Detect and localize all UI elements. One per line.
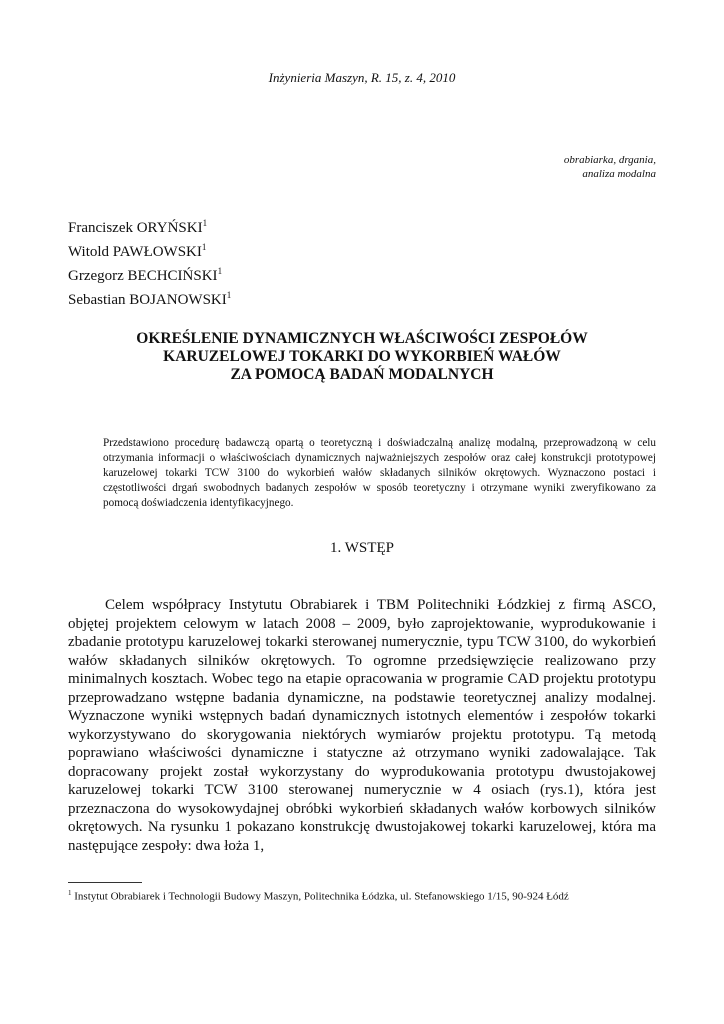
footnote-mark: 1 (68, 889, 72, 897)
author: Witold PAWŁOWSKI$^1$ (68, 242, 207, 260)
author: Franciszek ORYŃSKI$^1$ (68, 218, 208, 236)
author-list (68, 214, 231, 310)
author: Grzegorz BECHCIŃSKI$^1$ (68, 266, 223, 284)
journal-header: Inżynieria Maszyn, R. 15, z. 4, 2010 (268, 70, 456, 85)
title-line-2: KARUZELOWEJ TOKARKI DO WYKORBIEŃ WAŁÓW (163, 348, 561, 365)
section-heading: 1. WSTĘP (330, 540, 394, 556)
title-line-1: OKREŚLENIE DYNAMICZNYCH WŁAŚCIWOŚCI ZESPOŁÓW (136, 330, 588, 347)
footnote-text: Instytut Obrabiarek i Technologii Budowy Maszyn, Politechnika Łódzka, ul. Stefanowskiego 1/15, 90-924 Łódź (74, 890, 569, 903)
keywords-line-2: analiza modalna (582, 168, 656, 180)
author: Sebastian BOJANOWSKI$^1$ (68, 290, 232, 308)
footnote (68, 889, 569, 903)
title-line-3: ZA POMOCĄ BADAŃ MODALNYCH (230, 366, 494, 383)
footnote-divider (68, 882, 142, 883)
abstract: Przedstawiono procedurę badawczą opartą o teoretyczną i doświadczalną analizę modalną, przeprowadzoną w celu otrzymania informacji o właściwościach dynamicznych najważniejszych zespołów oraz całej konstrukcji prototypowej karuzelowej tokarki TCW 3100 do wykorbień wałów składanych silników okrętowych. Wyznaczono postaci i częstotliwości drgań swobodnych badanych zespołów w sposób teoretyczny i otrzymane wyniki zweryfikowano za pomocą doświadczenia identyfikacyjnego. (103, 437, 656, 509)
keywords (564, 153, 656, 181)
keywords-line-1: obrabiarka, drgania, (563, 154, 656, 166)
paper-title (68, 330, 656, 384)
body-paragraph: Celem współpracy Instytutu Obrabiarek i TBM Politechniki Łódzkiej z firmą ASCO, objętej projektem celowym w latach 2008 – 2009, było zaprojektowanie, wyprodukowanie i zbadanie prototypu karuzelowej tokarki sterowanej numerycznie, typu TCW 3100, do wykorbień wałów składanych silników okrętowych. To ogromne przedsięwzięcie realizowano przy minimalnych kosztach. Wobec tego na etapie opracowania w programie CAD projektu prototypu przeprowadzano wstępne badania dynamiczne, na podstawie teoretycznej analizy modalnej. Wyznaczone wyniki wstępnych badań dynamicznych istotnych elementów i zespołów tokarki wykorzystywano do skorygowania niektórych wymiarów projektu prototypu. Tą metodą poprawiano właściwości dynamiczne i statyczne aż otrzymano wyniki zadowalające. Tak dopracowany projekt został wykorzystany do wyprodukowania prototypu dwustojakowej karuzelowej tokarki TCW 3100 sterowanej numerycznie w 4 osiach (rys.1), która jest przeznaczona do wysokowydajnej obróbki wykorbień składanych wałów korbowych silników okrętowych. Na rysunku 1 pokazano konstrukcję dwustojakowej tokarki karuzelowej, która ma następujące zespoły: dwa łoża 1, (68, 597, 656, 854)
